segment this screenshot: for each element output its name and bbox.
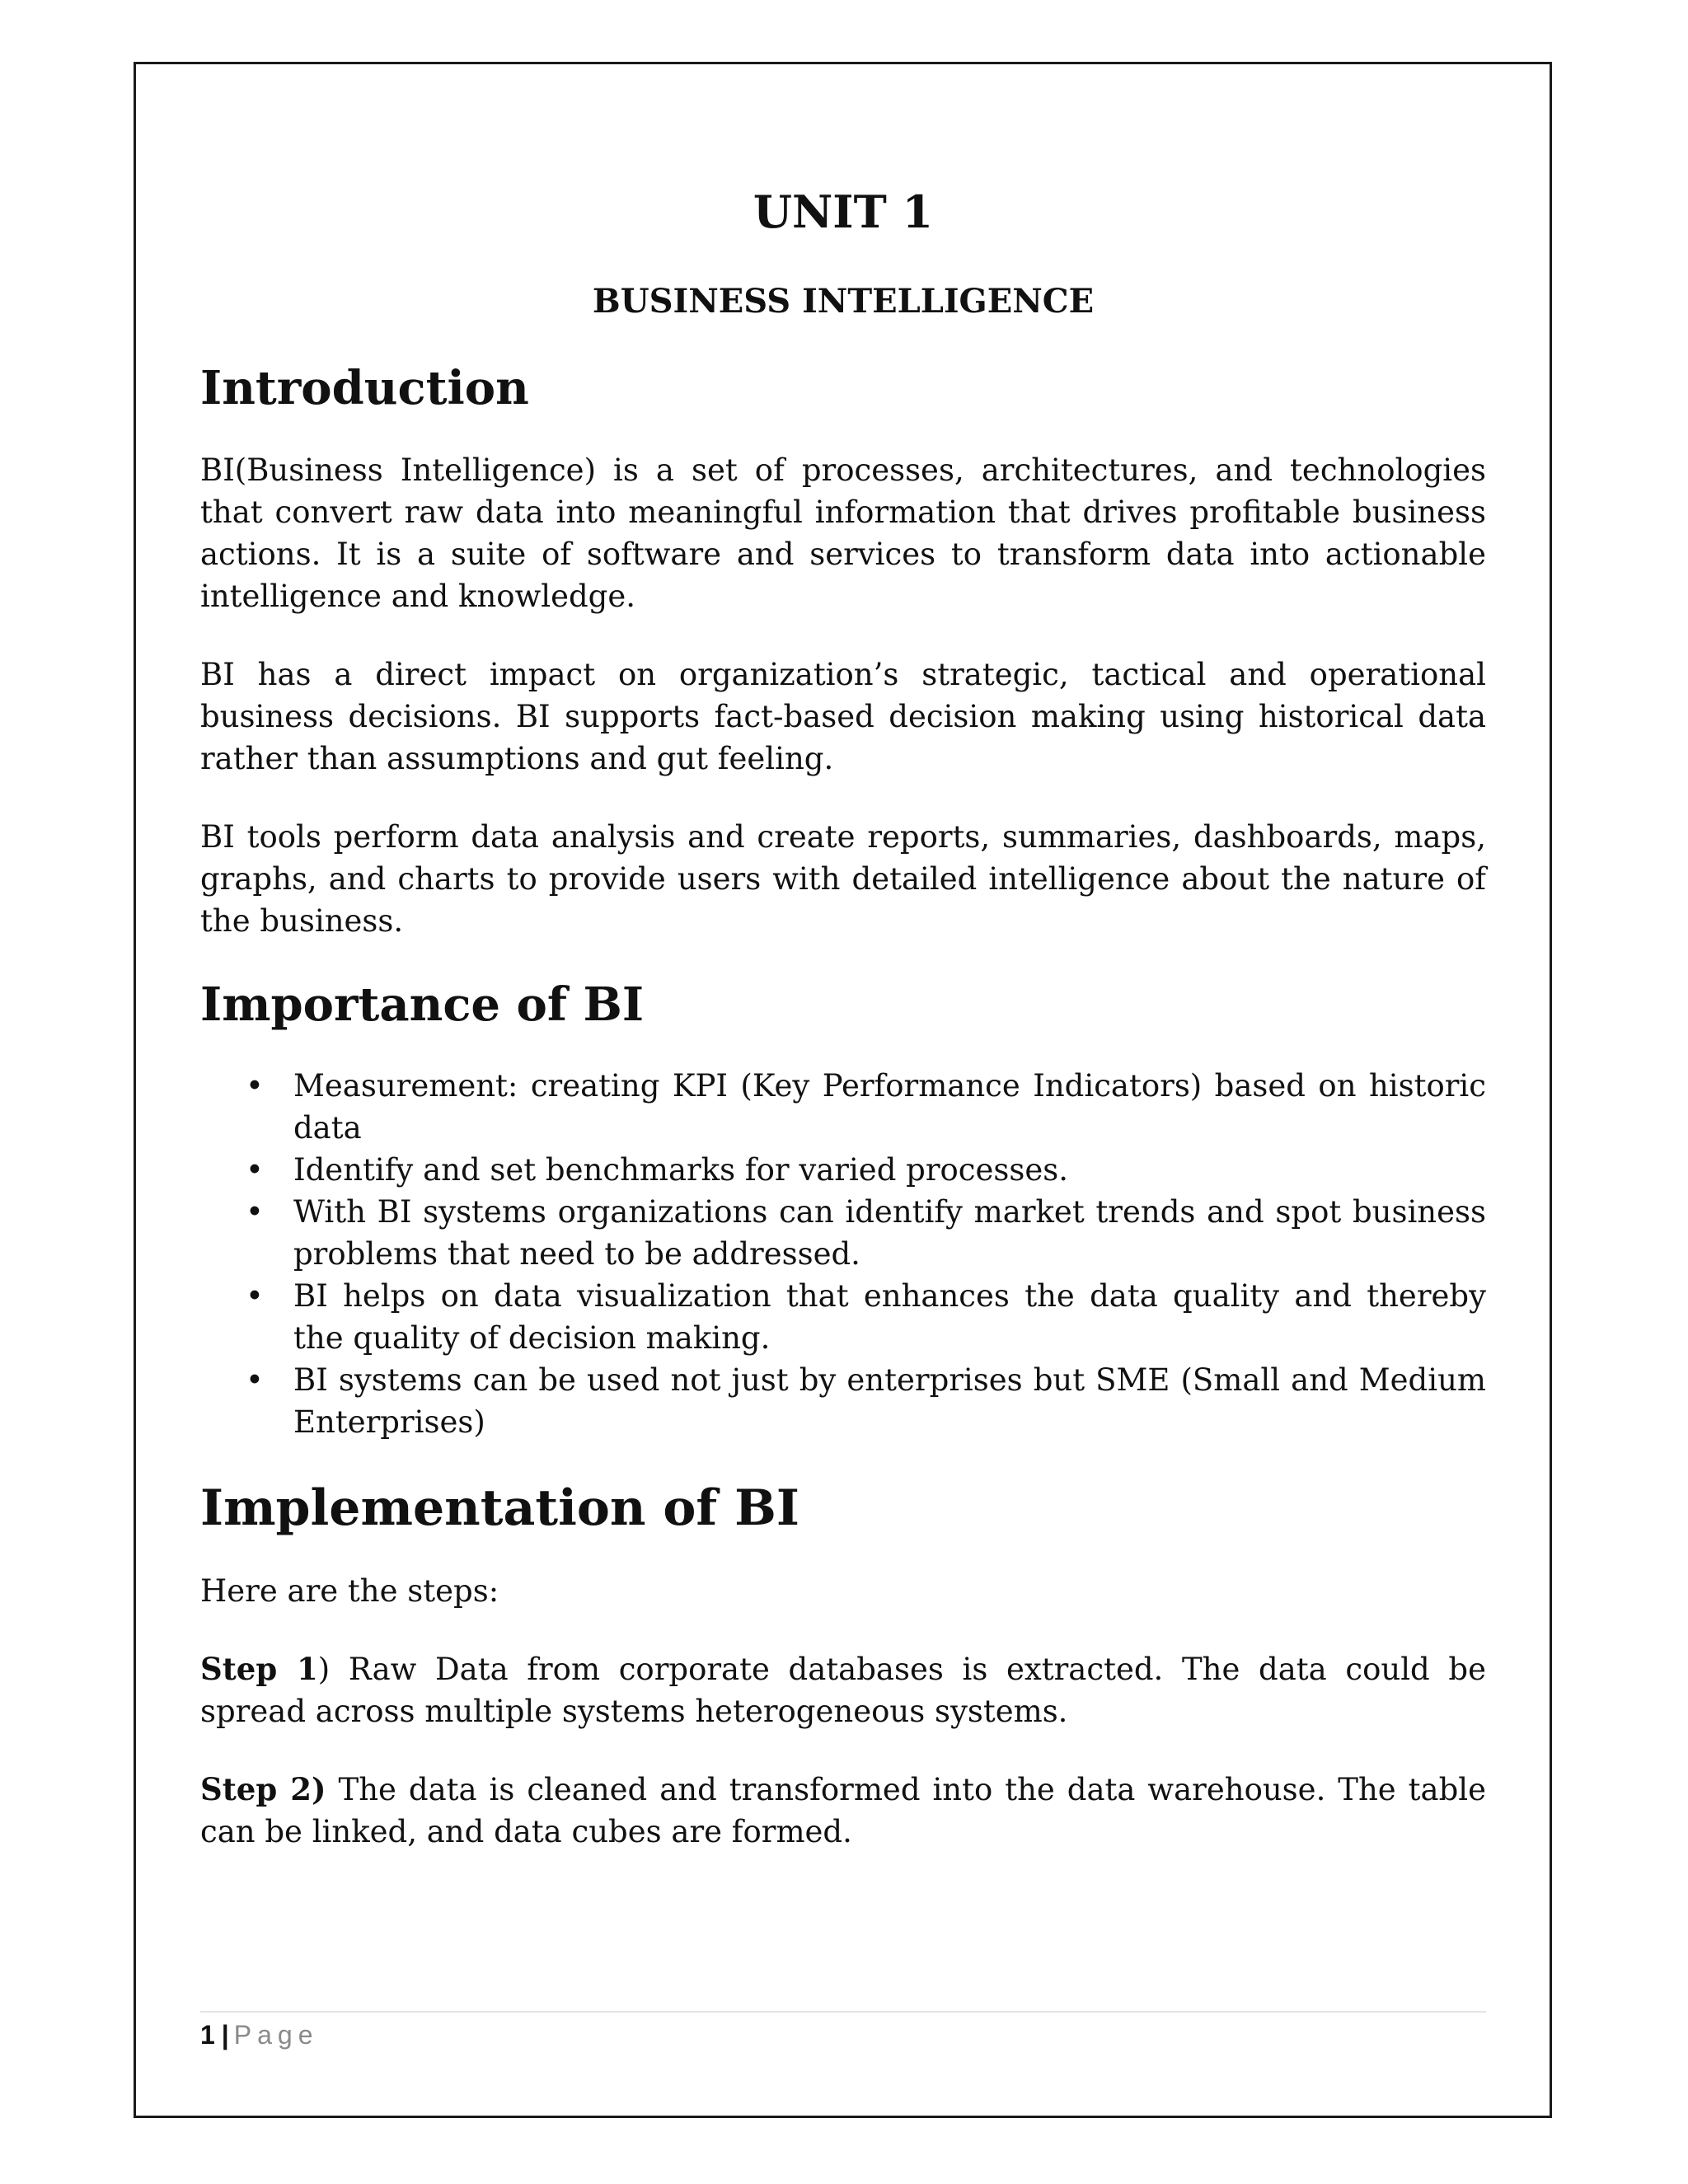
importance-heading: Importance of BI <box>200 977 645 1032</box>
implementation-heading: Implementation of BI <box>200 1479 799 1538</box>
step-2-paragraph <box>200 1769 1486 1853</box>
page-number: 1 <box>200 2020 215 2050</box>
page-footer <box>200 2011 1486 2052</box>
step-2-text: The data is cleaned and transformed into the data warehouse. The table can be linked, and data cubes are formed. <box>200 1772 1486 1850</box>
bullet-icon: • <box>246 1278 264 1315</box>
list-item <box>200 1359 1486 1443</box>
list-item <box>200 1149 1486 1191</box>
list-item-text: Measurement: creating KPI (Key Performance Indicators) based on historic data <box>293 1068 1486 1146</box>
step-1-text: ) Raw Data from corporate databases is extracted. The data could be spread across multiple systems heterogeneous systems. <box>200 1652 1486 1730</box>
list-item-text: BI helps on data visualization that enhances the data quality and thereby the quality of decision making. <box>293 1278 1486 1357</box>
page-separator: | <box>221 2020 229 2050</box>
bullet-icon: • <box>246 1194 264 1230</box>
intro-paragraph-1: BI(Business Intelligence) is a set of processes, architectures, and technologies that convert raw data into meaningful information that drives profitable business actions. It is a suite of software and services to transform data into actionable intelligence and knowledge. <box>200 452 1486 614</box>
intro-paragraph-2: BI has a direct impact on organization’s strategic, tactical and operational business decisions. BI supports fact-based decision making using historical data rather than assumptions and gut feeling. <box>200 656 1486 776</box>
document-content <box>200 165 1486 1853</box>
intro-paragraph-3: BI tools perform data analysis and create reports, summaries, dashboards, maps, graphs, and charts to provide users with detailed intelligence about the nature of the business. <box>200 818 1486 939</box>
importance-list <box>200 1065 1486 1443</box>
list-item <box>200 1065 1486 1149</box>
step-1-paragraph <box>200 1648 1486 1732</box>
list-item <box>200 1191 1486 1275</box>
implementation-intro: Here are the steps: <box>200 1573 499 1610</box>
list-item <box>200 1275 1486 1359</box>
unit-subtitle: BUSINESS INTELLIGENCE <box>592 282 1095 321</box>
step-2-label: Step 2) <box>200 1771 326 1808</box>
list-item-text: With BI systems organizations can identify market trends and spot business problems that need to be addressed. <box>293 1194 1486 1272</box>
step-1-label: Step 1 <box>200 1651 318 1688</box>
bullet-icon: • <box>246 1152 264 1188</box>
page-label: Page <box>233 2020 319 2050</box>
bullet-icon: • <box>246 1068 264 1104</box>
introduction-heading: Introduction <box>200 361 529 415</box>
unit-title: UNIT 1 <box>753 185 934 238</box>
bullet-icon: • <box>246 1362 264 1399</box>
list-item-text: Identify and set benchmarks for varied processes. <box>293 1152 1069 1188</box>
list-item-text: BI systems can be used not just by enterprises but SME (Small and Medium Enterprises) <box>293 1362 1486 1441</box>
